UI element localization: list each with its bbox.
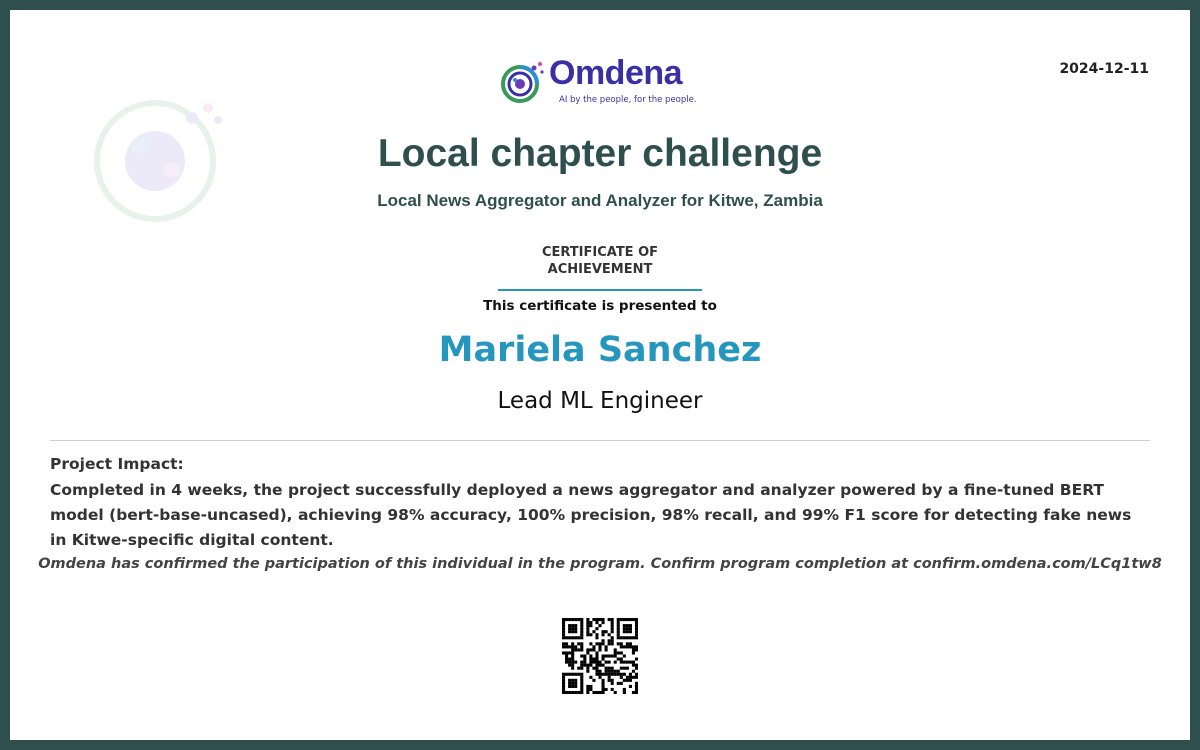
certificate-title: Local chapter challenge xyxy=(377,132,823,175)
logo-tagline: AI by the people, for the people. xyxy=(559,95,697,105)
omdena-logo xyxy=(500,54,710,110)
certificate-type xyxy=(498,244,702,291)
impact-text: Completed in 4 weeks, the project successfully deployed a news aggregator and analyzer powered by a fine-tuned BERT model (bert-base-uncased), achieving 98% accuracy, 100% precision, 98% recall, and 99% F1 score for detecting fake news in Kitwe-specific digital content. xyxy=(50,481,1132,549)
qr-code-icon[interactable] xyxy=(562,618,638,694)
logo-wordmark: Omdena xyxy=(549,54,683,92)
issue-date: 2024-12-11 xyxy=(1059,61,1149,77)
certificate-card xyxy=(10,10,1190,740)
presented-to-label: This certificate is presented to xyxy=(483,298,717,314)
confirmation-note: Omdena has confirmed the participation of this individual in the program. Confirm program completion at confirm.omdena.com/LCq1tw8 xyxy=(38,556,1162,572)
certificate-type-line1: CERTIFICATE OF xyxy=(541,245,659,260)
recipient-name: Mariela Sanchez xyxy=(438,330,762,370)
impact-label: Project Impact: xyxy=(50,455,184,473)
divider xyxy=(50,440,1150,441)
certificate-type-line2: ACHIEVEMENT xyxy=(547,262,653,277)
recipient-role: Lead ML Engineer xyxy=(497,388,703,414)
omdena-logo-icon xyxy=(500,60,546,106)
project-subtitle: Local News Aggregator and Analyzer for Kitwe, Zambia xyxy=(377,191,823,210)
